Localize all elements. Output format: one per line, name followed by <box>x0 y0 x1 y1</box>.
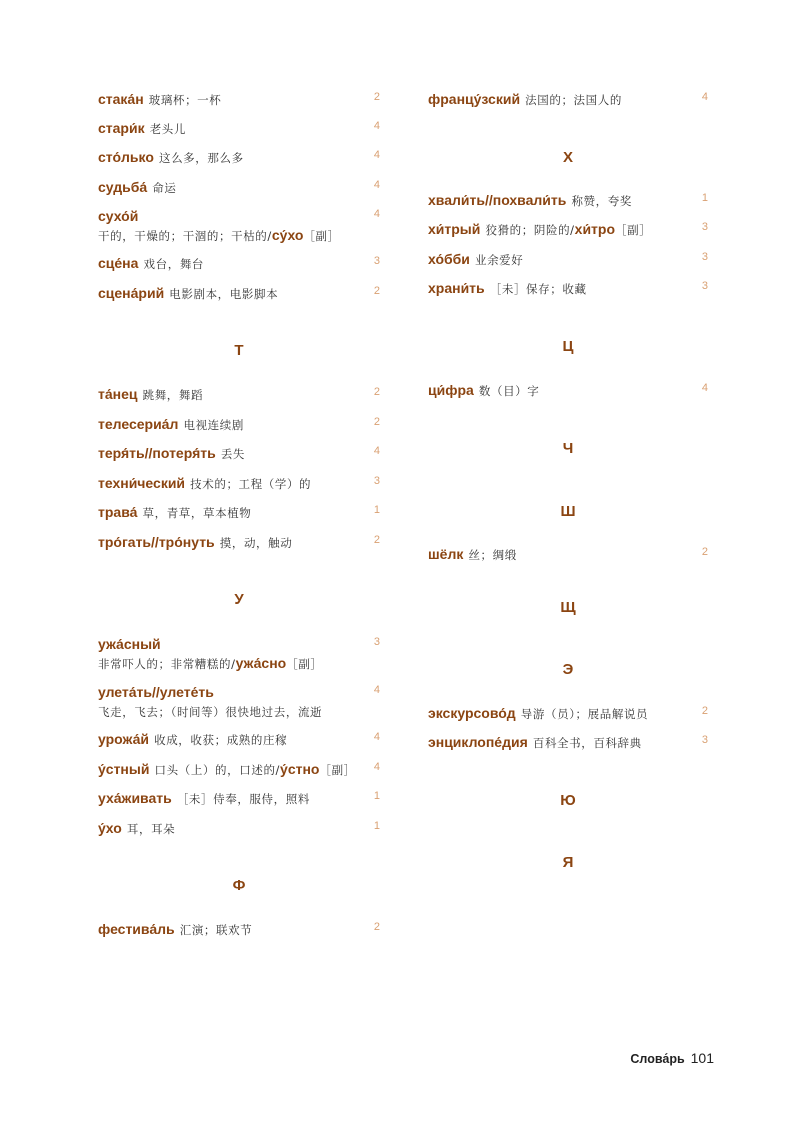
gloss: ［未］保存；收藏 <box>489 282 587 296</box>
gloss: 数（目）字 <box>478 384 540 398</box>
level-number: 3 <box>373 255 380 267</box>
level-number: 2 <box>373 416 380 428</box>
gloss: 飞走，飞去；（时间等）很快地过去，流逝 <box>98 705 323 719</box>
headword: теря́ть//потеря́ть <box>98 445 216 461</box>
page-number: 101 <box>690 1050 714 1066</box>
entry <box>98 284 380 303</box>
gloss-tag: ［副］ <box>303 229 340 243</box>
level-number: 3 <box>701 251 708 263</box>
gloss: 收成，收获；成熟的庄稼 <box>154 733 288 747</box>
level-number: 4 <box>701 91 708 103</box>
section-letter: У <box>234 591 244 608</box>
footer-label: Слова́рь <box>630 1052 685 1066</box>
gloss: 业余爱好 <box>474 253 524 267</box>
entry <box>98 789 380 808</box>
entry <box>98 385 380 404</box>
section-letter: Т <box>234 342 244 359</box>
entry <box>428 279 708 298</box>
section-letter: Э <box>562 661 574 678</box>
headword: урожа́й <box>98 731 150 747</box>
entry <box>98 90 380 109</box>
gloss: 法国的；法国人的 <box>525 93 622 107</box>
gloss: 电影剧本，电影脚本 <box>169 287 279 301</box>
level-number: 3 <box>373 475 380 487</box>
level-number: 2 <box>373 386 380 398</box>
gloss-tag: ［副］ <box>615 223 652 237</box>
gloss: 这么多，那么多 <box>158 151 244 165</box>
gloss: ［未］侍奉，服侍，照料 <box>176 792 310 806</box>
section-letter: Я <box>562 854 574 871</box>
entry <box>98 415 380 434</box>
headword: сто́лько <box>98 149 154 165</box>
entry <box>98 254 380 273</box>
headword: уха́живать <box>98 790 172 806</box>
gloss: 称赞，夸奖 <box>571 194 632 208</box>
level-number: 2 <box>701 546 708 558</box>
entry <box>98 683 380 720</box>
entry <box>98 474 380 493</box>
headword: ци́фра <box>428 382 474 398</box>
section-letter: Ш <box>560 503 576 520</box>
gloss: 摸，动，触动 <box>219 536 293 550</box>
gloss-tag: ［副］ <box>286 657 323 671</box>
headword: у́стный <box>98 761 150 777</box>
level-number: 1 <box>373 820 380 832</box>
gloss: 草，青草，草本植物 <box>142 506 252 520</box>
entry <box>428 250 708 269</box>
entry <box>428 704 708 723</box>
level-number: 4 <box>373 149 380 161</box>
gloss: 跳舞，舞蹈 <box>142 388 204 402</box>
gloss: 丢失 <box>220 447 246 461</box>
gloss-tag: ［副］ <box>319 763 356 777</box>
entry <box>98 920 380 939</box>
level-number: 2 <box>701 705 708 717</box>
level-number: 4 <box>701 382 708 394</box>
headword: сухо́й <box>98 208 139 224</box>
level-number: 4 <box>373 761 380 773</box>
level-number: 1 <box>373 790 380 802</box>
adverb-form: у́стно <box>280 761 320 777</box>
gloss: 干的，干燥的；干涸的；干枯的/ <box>98 229 272 243</box>
level-number: 3 <box>701 734 708 746</box>
entry <box>98 760 380 779</box>
section-letter: Щ <box>560 599 576 616</box>
headword: судьба́ <box>98 179 148 195</box>
headword: трава́ <box>98 504 138 520</box>
entry <box>428 381 708 400</box>
headword: стака́н <box>98 91 144 107</box>
section-letter: Х <box>562 149 573 166</box>
gloss: 老头儿 <box>149 122 186 136</box>
headword: ужа́сный <box>98 636 161 652</box>
level-number: 2 <box>373 91 380 103</box>
adverb-form: су́хо <box>271 227 304 243</box>
section-letter: Ю <box>560 792 576 809</box>
headword: сце́на <box>98 255 139 271</box>
gloss: 导游（员）；展品解说员 <box>520 707 649 721</box>
gloss: 玻璃杯；一杯 <box>148 93 222 107</box>
entry <box>98 533 380 552</box>
level-number: 1 <box>373 504 380 516</box>
entry <box>98 730 380 749</box>
gloss: 口头（上）的，口述的/ <box>154 763 281 777</box>
entry <box>98 119 380 138</box>
headword: хо́бби <box>428 251 470 267</box>
headword: хи́трый <box>428 221 481 237</box>
entry <box>98 503 380 522</box>
headword: стари́к <box>98 120 145 136</box>
headword: телесериа́л <box>98 416 179 432</box>
gloss: 丝；绸缎 <box>468 548 517 562</box>
entry <box>428 191 708 210</box>
headword: техни́ческий <box>98 475 186 491</box>
entry <box>98 148 380 167</box>
section-letter: Ф <box>232 877 246 894</box>
entry <box>98 178 380 197</box>
gloss: 电视连续剧 <box>183 418 244 432</box>
entry <box>428 90 708 109</box>
level-number: 3 <box>701 280 708 292</box>
level-number: 4 <box>373 731 380 743</box>
level-number: 4 <box>373 120 380 132</box>
level-number: 2 <box>373 285 380 297</box>
headword: та́нец <box>98 386 138 402</box>
gloss: 非常吓人的；非常糟糕的/ <box>98 657 236 671</box>
headword: экскурсово́д <box>428 705 516 721</box>
gloss: 戏台，舞台 <box>143 257 205 271</box>
headword: у́хо <box>98 820 122 836</box>
entry <box>428 220 708 239</box>
gloss: 百科全书，百科辞典 <box>532 736 642 750</box>
headword: хвали́ть//похвали́ть <box>428 192 567 208</box>
headword: фестива́ль <box>98 921 175 937</box>
level-number: 4 <box>373 445 380 457</box>
page-footer <box>630 1050 714 1068</box>
level-number: 4 <box>373 208 380 220</box>
gloss: 汇演；联欢节 <box>179 923 253 937</box>
headword: энциклопе́дия <box>428 734 528 750</box>
gloss: 耳，耳朵 <box>126 822 176 836</box>
level-number: 1 <box>701 192 708 204</box>
entry <box>98 207 380 244</box>
entry <box>98 819 380 838</box>
section-letter: Ч <box>562 440 574 457</box>
headword: францу́зский <box>428 91 521 107</box>
level-number: 4 <box>373 179 380 191</box>
gloss: 命运 <box>152 181 177 195</box>
headword: улета́ть//улете́ть <box>98 684 214 700</box>
entry <box>428 733 708 752</box>
level-number: 3 <box>701 221 708 233</box>
adverb-form: хи́тро <box>574 221 616 237</box>
level-number: 2 <box>373 534 380 546</box>
headword: тро́гать//тро́нуть <box>98 534 215 550</box>
headword: сцена́рий <box>98 285 165 301</box>
entry <box>98 444 380 463</box>
headword: шёлк <box>428 546 464 562</box>
gloss: 技术的；工程（学）的 <box>190 477 312 491</box>
gloss: 狡猾的；阴险的/ <box>485 223 575 237</box>
entry <box>98 635 380 672</box>
level-number: 2 <box>373 921 380 933</box>
headword: храни́ть <box>428 280 485 296</box>
level-number: 4 <box>373 684 380 696</box>
entry <box>428 545 708 564</box>
level-number: 3 <box>373 636 380 648</box>
section-letter: Ц <box>562 338 574 355</box>
adverb-form: ужа́сно <box>235 655 287 671</box>
